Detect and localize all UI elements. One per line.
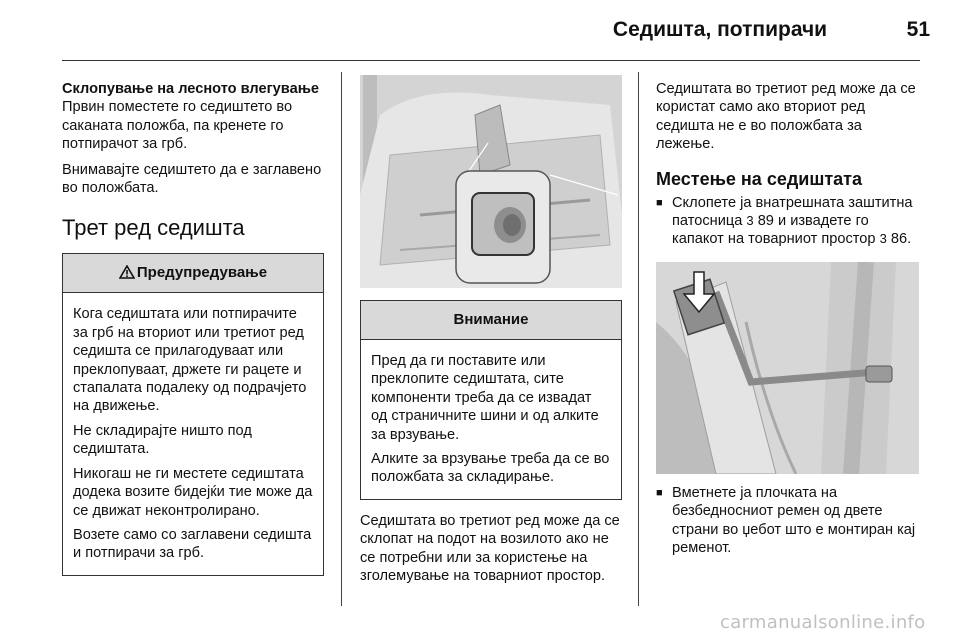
- warning-paragraph: Возете само со заглавени седишта и потпирачи за грб.: [73, 526, 312, 562]
- right-column: [656, 80, 922, 255]
- page-reference[interactable]: 86: [890, 231, 908, 248]
- page-ref-arrow-icon: 3: [879, 231, 887, 247]
- cargo-floor-drawing: [360, 75, 622, 288]
- bullet-square-icon: ■: [656, 196, 663, 209]
- paragraph: Внимавајте седиштето да е заглавено во положбата.: [62, 161, 322, 197]
- paragraph: Седиштата во третиот ред може да се користат само ако вториот ред седишта не е во положбата за лежење.: [656, 81, 916, 153]
- header-divider: [62, 60, 920, 61]
- section-title: Трет ред седишта: [62, 215, 245, 241]
- warning-triangle-icon: [119, 265, 135, 279]
- notice-header: Внимание: [361, 301, 621, 340]
- adjust-seats-heading: Местење на седиштата: [656, 168, 862, 189]
- column-divider-2: [638, 72, 639, 606]
- page-number: 51: [906, 18, 930, 41]
- warning-header: [63, 254, 323, 293]
- page-reference[interactable]: 89: [757, 213, 774, 230]
- column-divider-1: [341, 72, 342, 606]
- page-title: Седишта, потпирачи: [612, 18, 828, 41]
- notice-paragraph: Пред да ги поставите или преклопите седиштата, сите компоненти треба да се извадат од страничните шини и од алките за врзување.: [371, 353, 599, 443]
- seat-belt-drawing: [656, 262, 919, 474]
- paragraph: Првин поместете го седиштето во саканата положба, па кренете го потпирачот за грб.: [62, 99, 293, 153]
- list-item-text-part: .: [907, 231, 912, 248]
- middle-column: [360, 300, 622, 592]
- notice-paragraph: Алките за врзување треба да се во положбата за складирање.: [371, 451, 610, 486]
- easy-entry-heading: Склопување на лесното влегување: [62, 81, 320, 97]
- warning-title: Предупредување: [136, 264, 268, 282]
- left-column: [62, 80, 324, 576]
- notice-box: [360, 300, 622, 500]
- list-item-text-part: и извадете го капакот на товарниот простор: [672, 213, 876, 248]
- cargo-floor-illustration: [360, 75, 622, 288]
- list-item-text: [672, 194, 922, 249]
- warning-body: [63, 293, 323, 574]
- list-item-text-part: Склопете ја внатрешната заштитна патосница: [672, 194, 913, 230]
- right-column-lower: [656, 484, 922, 564]
- list-item: [656, 484, 922, 558]
- warning-paragraph: Не складирајте ништо под седиштата.: [73, 422, 252, 458]
- page-ref-arrow-icon: 3: [746, 213, 754, 229]
- warning-paragraph: Кога седиштата или потпирачите за грб на вториот или третиот ред седишта се прилагодуваат или преклопуваат, држете ги рацете и стапалата подалеку од подрачјето на движење.: [73, 306, 307, 415]
- watermark: carmanualsonline.info: [720, 612, 926, 633]
- list-item: [656, 194, 922, 249]
- bullet-square-icon: ■: [656, 487, 663, 499]
- warning-box: [62, 253, 324, 575]
- notice-body: [361, 340, 621, 499]
- seat-belt-illustration: [656, 262, 919, 474]
- warning-paragraph: Никогаш не ги местете седиштата додека возите бидејќи тие може да се движат неконтролирано.: [73, 465, 313, 519]
- paragraph: Седиштата во третиот ред може да се склопат на подот на возилото ако не се потребни или за користење на зголемување на товарниот простор.: [360, 512, 620, 585]
- list-item-text: Вметнете ја плочката на безбедносниот ремен од двете страни во џебот што е монтиран кај ременот.: [672, 485, 916, 557]
